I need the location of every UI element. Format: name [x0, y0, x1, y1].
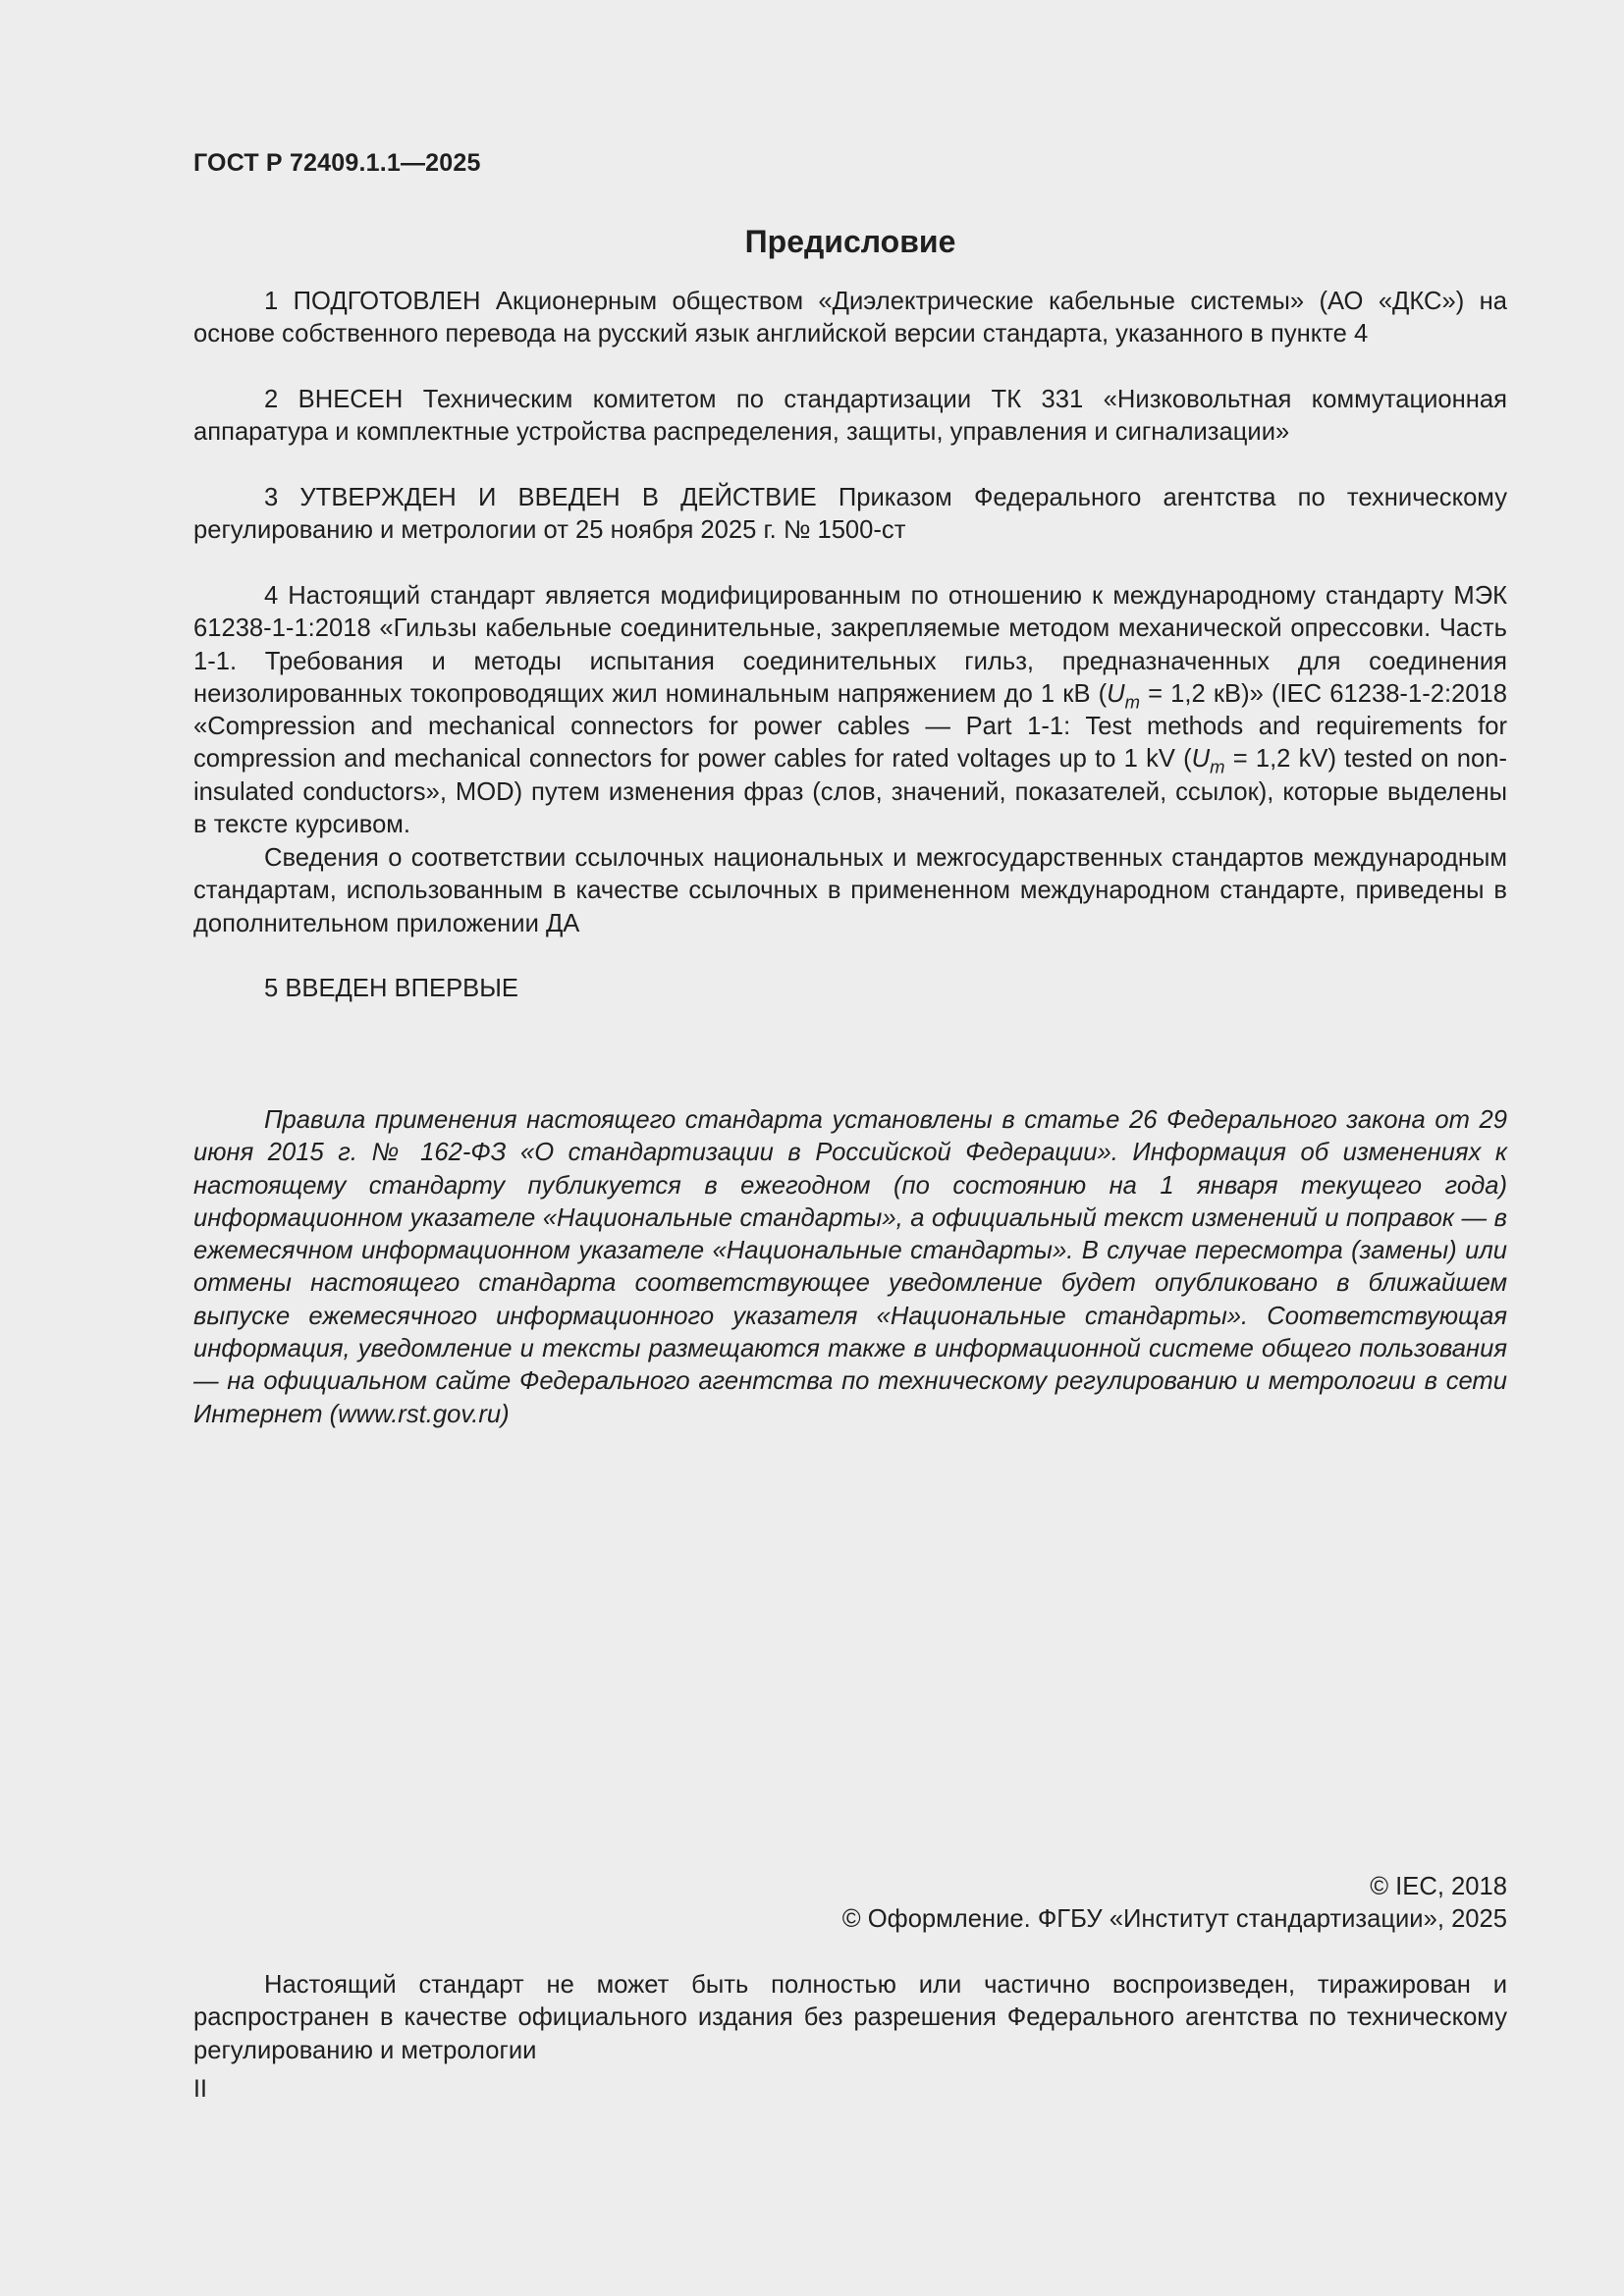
copyright-iec: © IEC, 2018: [1370, 1873, 1507, 1900]
voltage-symbol-2: U: [1191, 745, 1211, 774]
document-code: ГОСТ Р 72409.1.1—2025: [193, 149, 481, 177]
page-title: Предисловие: [744, 224, 956, 259]
preface-item-4: [193, 580, 1507, 841]
page-number: II: [193, 2075, 207, 2103]
copyright-design: © Оформление. ФГБУ «Институт стандартизации», 2025: [841, 1905, 1507, 1933]
preface-item-1: 1 ПОДГОТОВЛЕН Акционерным обществом «Диэлектрические кабельные системы» (АО «ДКС») на основе собственного перевода на русский язык английской версии стандарта, указанного в пункте 4: [193, 288, 1507, 348]
preface-item-5: 5 ВВЕДЕН ВПЕРВЫЕ: [264, 975, 518, 1002]
voltage-symbol: U: [1107, 679, 1125, 708]
preface-item-2: 2 ВНЕСЕН Техническим комитетом по стандартизации ТК 331 «Низковольтная коммутационная аппаратура и комплектные устройства распределения, защиты, управления и сигнализации»: [193, 386, 1507, 447]
voltage-subscript-2: m: [1210, 756, 1225, 777]
item-4-text-a: 4 Настоящий стандарт является модифицированным по отношению к международному стандарту МЭК 61238-1-1:2018 «Гильзы кабельные соединительные, закрепляемые методом механической опрессовки. Часть 1-1. Требования и методы испытания соединительных гильз, предназначенных для соединения неизолированных токопроводящих жил номинальным напряжением до 1 кВ (: [193, 582, 1507, 708]
voltage-subscript: m: [1124, 691, 1141, 713]
item-4-text-c: = 1,2 kV) tested on non-insulated conductors», MOD) путем изменения фраз (слов, значений, показателей, ссылок), которые выделены в тексте курсивом.: [193, 745, 1507, 839]
rules-notice: Правила применения настоящего стандарта установлены в статье 26 Федерального закона от 29 июня 2015 г. № 162-ФЗ «О стандартизации в Российской Федерации». Информация об изменениях к настоящему стандарту публикуется в ежегодном (по состоянию на 1 января текущего года) информационном указателе «Национальные стандарты», а официальный текст изменений и поправок — в ежемесячном информационном указателе «Национальные стандарты». В случае пересмотра (замены) или отмены настоящего стандарта соответствующее уведомление будет опубликовано в ближайшем выпуске ежемесячного информационного указателя «Национальные стандарты». Соответствующая информация, уведомление и тексты размещаются также в информационной системе общего пользования — на официальном сайте Федерального агентства по техническому регулированию и метрологии в сети Интернет (www.rst.gov.ru): [193, 1106, 1507, 1428]
item-4-text-b: = 1,2 кВ)» (IEC 61238-1-2:2018 «Compression and mechanical connectors for power cables — Part 1-1: Test methods and requirements for compression and mechanical connectors for power cables for rated voltages up to 1 kV (: [193, 679, 1507, 774]
preface-item-4-references: Сведения о соответствии ссылочных национальных и межгосударственных стандартов международным стандартам, использованным в качестве ссылочных в примененном международном стандарте, приведены в дополнительном приложении ДА: [193, 844, 1507, 937]
preface-item-3: 3 УТВЕРЖДЕН И ВВЕДЕН В ДЕЙСТВИЕ Приказом Федерального агентства по техническому регулированию и метрологии от 25 ноября 2025 г. № 1500-ст: [193, 484, 1507, 545]
reproduction-notice: Настоящий стандарт не может быть полностью или частично воспроизведен, тиражирован и распространен в качестве официального издания без разрешения Федерального агентства по техническому регулированию и метрологии: [193, 1971, 1507, 2064]
